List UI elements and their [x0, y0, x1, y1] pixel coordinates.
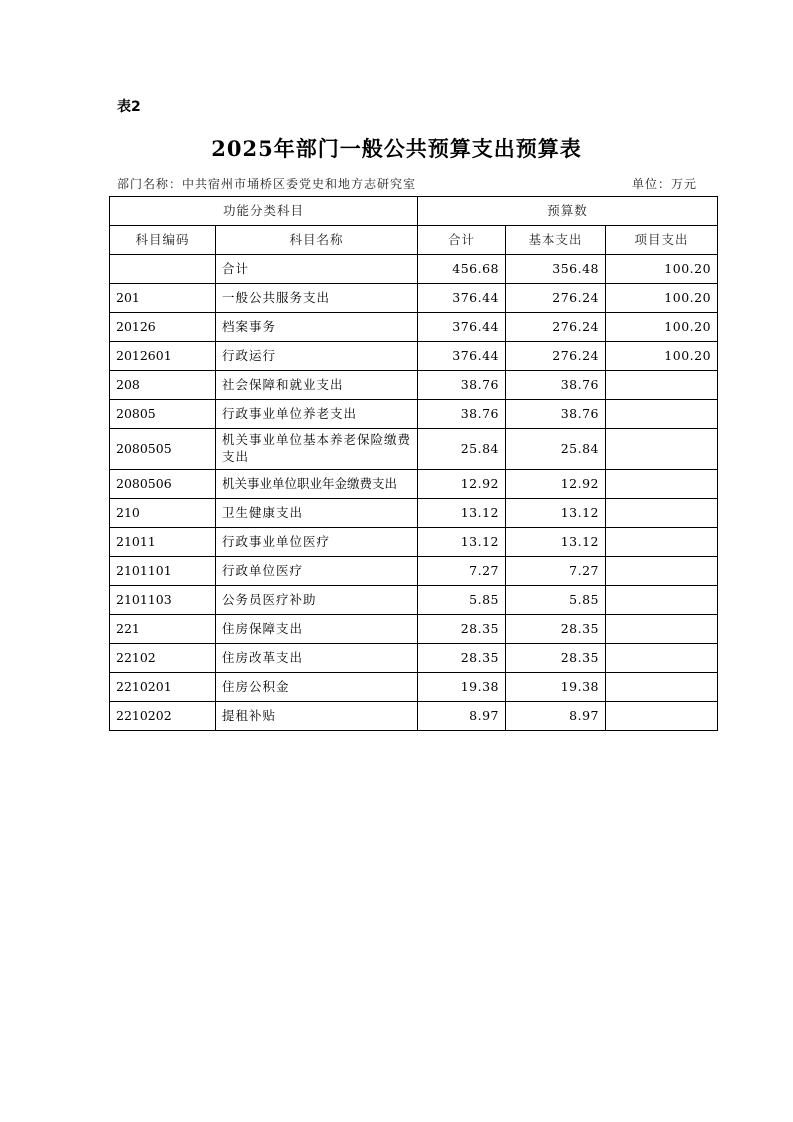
basic-amount: 276.24 — [506, 284, 606, 313]
basic-amount: 8.97 — [506, 702, 606, 731]
basic-amount: 356.48 — [506, 255, 606, 284]
total-amount: 8.97 — [418, 702, 506, 731]
project-expense-header: 项目支出 — [606, 226, 718, 255]
total-amount: 7.27 — [418, 557, 506, 586]
budget-table — [109, 196, 718, 731]
basic-amount: 19.38 — [506, 673, 606, 702]
subject-name: 机关事业单位职业年金缴费支出 — [216, 470, 418, 499]
subject-name: 公务员医疗补助 — [216, 586, 418, 615]
basic-amount: 28.35 — [506, 615, 606, 644]
total-amount: 28.35 — [418, 615, 506, 644]
basic-amount: 276.24 — [506, 342, 606, 371]
total-amount: 13.12 — [418, 499, 506, 528]
subject-code: 2080506 — [110, 470, 216, 499]
subject-name: 行政单位医疗 — [216, 557, 418, 586]
table-row — [110, 557, 718, 586]
subject-code: 2101103 — [110, 586, 216, 615]
subject-name: 行政事业单位医疗 — [216, 528, 418, 557]
table-row — [110, 499, 718, 528]
table-row — [110, 400, 718, 429]
name-header: 科目名称 — [216, 226, 418, 255]
project-amount: 100.20 — [606, 342, 718, 371]
subject-code: 201 — [110, 284, 216, 313]
project-amount: 100.20 — [606, 255, 718, 284]
project-amount: 100.20 — [606, 284, 718, 313]
table-row — [110, 470, 718, 499]
total-amount: 12.92 — [418, 470, 506, 499]
table-row — [110, 702, 718, 731]
basic-amount: 25.84 — [506, 429, 606, 470]
subject-code — [110, 255, 216, 284]
basic-amount: 38.76 — [506, 371, 606, 400]
total-amount: 5.85 — [418, 586, 506, 615]
basic-amount: 5.85 — [506, 586, 606, 615]
subject-code: 21011 — [110, 528, 216, 557]
subject-code: 210 — [110, 499, 216, 528]
project-amount — [606, 499, 718, 528]
meta-row — [117, 175, 697, 192]
total-amount: 28.35 — [418, 644, 506, 673]
subject-name: 行政事业单位养老支出 — [216, 400, 418, 429]
table-row — [110, 255, 718, 284]
project-amount — [606, 702, 718, 731]
subject-name: 行政运行 — [216, 342, 418, 371]
subject-code: 2101101 — [110, 557, 216, 586]
total-amount: 19.38 — [418, 673, 506, 702]
document-title: 2025年部门一般公共预算支出预算表 — [211, 136, 582, 161]
subject-name: 一般公共服务支出 — [216, 284, 418, 313]
table-label: 表2 — [117, 99, 141, 115]
total-header: 合计 — [418, 226, 506, 255]
department-name: 部门名称：中共宿州市埇桥区委党史和地方志研究室 — [117, 177, 417, 191]
subject-name: 档案事务 — [216, 313, 418, 342]
basic-amount: 13.12 — [506, 528, 606, 557]
project-amount — [606, 673, 718, 702]
table-row — [110, 644, 718, 673]
total-amount: 25.84 — [418, 429, 506, 470]
subject-name: 提租补贴 — [216, 702, 418, 731]
table-row — [110, 313, 718, 342]
subject-code: 22102 — [110, 644, 216, 673]
table-row — [110, 342, 718, 371]
basic-amount: 12.92 — [506, 470, 606, 499]
table-row — [110, 586, 718, 615]
column-header-row — [110, 226, 718, 255]
project-amount — [606, 429, 718, 470]
subject-code: 20805 — [110, 400, 216, 429]
total-amount: 13.12 — [418, 528, 506, 557]
total-amount: 376.44 — [418, 313, 506, 342]
unit-label: 单位：万元 — [631, 177, 697, 191]
functional-classification-header: 功能分类科目 — [110, 197, 418, 226]
total-amount: 456.68 — [418, 255, 506, 284]
subject-name: 社会保障和就业支出 — [216, 371, 418, 400]
table-row — [110, 284, 718, 313]
subject-code: 20126 — [110, 313, 216, 342]
basic-amount: 28.35 — [506, 644, 606, 673]
basic-expense-header: 基本支出 — [506, 226, 606, 255]
subject-code: 2012601 — [110, 342, 216, 371]
subject-code: 221 — [110, 615, 216, 644]
total-amount: 38.76 — [418, 400, 506, 429]
total-amount: 376.44 — [418, 342, 506, 371]
group-header-row — [110, 197, 718, 226]
total-amount: 38.76 — [418, 371, 506, 400]
table-row — [110, 615, 718, 644]
table-row — [110, 673, 718, 702]
project-amount — [606, 615, 718, 644]
subject-name: 机关事业单位基本养老保险缴费支出 — [216, 429, 418, 470]
subject-code: 2080505 — [110, 429, 216, 470]
project-amount — [606, 371, 718, 400]
subject-name: 卫生健康支出 — [216, 499, 418, 528]
subject-name: 合计 — [216, 255, 418, 284]
subject-name: 住房改革支出 — [216, 644, 418, 673]
project-amount — [606, 586, 718, 615]
table-row — [110, 528, 718, 557]
table-row — [110, 429, 718, 470]
project-amount — [606, 528, 718, 557]
project-amount — [606, 400, 718, 429]
basic-amount: 38.76 — [506, 400, 606, 429]
subject-code: 208 — [110, 371, 216, 400]
subject-name: 住房公积金 — [216, 673, 418, 702]
project-amount: 100.20 — [606, 313, 718, 342]
budget-amount-header: 预算数 — [418, 197, 718, 226]
code-header: 科目编码 — [110, 226, 216, 255]
basic-amount: 13.12 — [506, 499, 606, 528]
project-amount — [606, 644, 718, 673]
subject-code: 2210202 — [110, 702, 216, 731]
project-amount — [606, 557, 718, 586]
total-amount: 376.44 — [418, 284, 506, 313]
project-amount — [606, 470, 718, 499]
subject-code: 2210201 — [110, 673, 216, 702]
subject-name: 住房保障支出 — [216, 615, 418, 644]
basic-amount: 7.27 — [506, 557, 606, 586]
table-row — [110, 371, 718, 400]
basic-amount: 276.24 — [506, 313, 606, 342]
